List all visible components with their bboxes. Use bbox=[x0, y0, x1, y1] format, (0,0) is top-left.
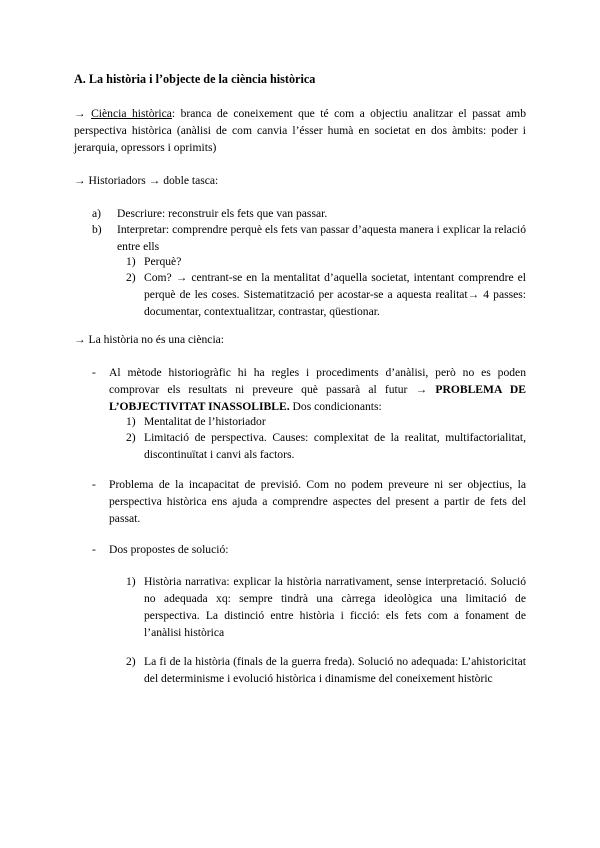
historians-paragraph bbox=[74, 172, 526, 189]
list-item-text: Com? → centrant-se en la mentalitat d’aquella societat, intentant comprendre el perquè de les coses. Sistematització per acostar-se a aquesta realitat→ 4 passes: documentar, contextualitzar, contrastar, qüestionar. bbox=[144, 271, 526, 318]
list-item-text bbox=[109, 364, 526, 415]
list-item-text: Perquè? bbox=[144, 255, 182, 268]
arrow-glyph: → bbox=[74, 174, 86, 187]
not-science-text: La història no és una ciència: bbox=[88, 333, 225, 346]
defined-term: Ciència històrica bbox=[91, 107, 172, 120]
list-marker: - bbox=[92, 478, 96, 491]
list-marker: 1) bbox=[126, 415, 136, 428]
list-marker: a) bbox=[92, 207, 102, 220]
point-bold-text: PROBLEMA DE L’OBJECTIVITAT INASSOLIBLE. bbox=[109, 383, 526, 413]
list-marker: 2) bbox=[126, 655, 136, 668]
list-marker: 2) bbox=[126, 271, 136, 284]
point-text: Al mètode historiogràfic hi ha regles i procediments d’anàlisi, però no es poden comprovar els resultats ni preveure què passarà al futur → bbox=[109, 366, 526, 396]
list-item-text: Limitació de perspectiva. Causes: complexitat de la realitat, multifactorialitat, discontinuïtat i canvi als factors. bbox=[144, 431, 526, 461]
list-marker: 1) bbox=[126, 255, 136, 268]
list-item-text: Història narrativa: explicar la història narrativament, sense interpretació. Solució no adequada xq: sempre tindrà una càrrega ideològica una limitació de perspectiva. La distinció entre història i ficció: els fets com a fonament de l’anàlisi històrica bbox=[144, 575, 526, 639]
list-marker: 1) bbox=[126, 575, 136, 588]
arrow-glyph: → bbox=[74, 107, 86, 120]
definition-paragraph bbox=[74, 105, 526, 156]
list-marker: - bbox=[92, 543, 96, 556]
not-science-paragraph bbox=[74, 331, 526, 348]
arrow-glyph: → bbox=[74, 333, 86, 346]
definition-text: : branca de coneixement que té com a objectiu analitzar el passat amb perspectiva històrica (anàlisi de com canvia l’ésser humà en societat en dos àmbits: poder i jerarquia, opressors i oprimits) bbox=[74, 107, 526, 154]
list-item-text: Dos propostes de solució: bbox=[109, 543, 229, 556]
historians-text: Historiadors → doble tasca: bbox=[88, 174, 219, 187]
list-item-text: Interpretar: comprendre perquè els fets van passar d’aquesta manera i explicar la relació entre ells bbox=[117, 223, 526, 253]
section-heading: A. La història i l’objecte de la ciència històrica bbox=[74, 72, 316, 86]
list-marker: 2) bbox=[126, 431, 136, 444]
point-tail-text: Dos condicionants: bbox=[289, 400, 382, 413]
list-marker: - bbox=[92, 366, 96, 379]
list-item-text: Problema de la incapacitat de previsió. Com no podem preveure ni ser objectius, la perspectiva històrica ens ajuda a comprendre aspectes del present a partir de fets del passat. bbox=[109, 478, 526, 525]
list-item-text: La fi de la història (finals de la guerra freda). Solució no adequada: L’ahistoricitat del determinisme i evolució històrica i dinamisme del coneixement històric bbox=[144, 655, 526, 685]
list-item-text: Descriure: reconstruir els fets que van passar. bbox=[117, 207, 328, 220]
list-item-text: Mentalitat de l’historiador bbox=[144, 415, 266, 428]
list-marker: b) bbox=[92, 223, 102, 236]
